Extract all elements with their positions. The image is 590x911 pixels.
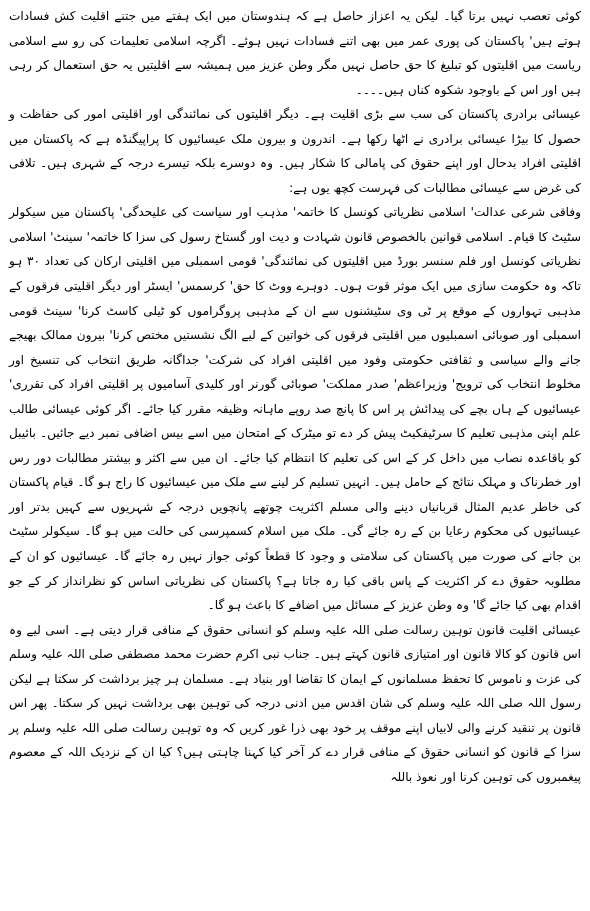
paragraph-blasphemy-law: عیسائی اقلیت قانون توہین رسالت صلی اللہ علیہ وسلم کو انسانی حقوق کے منافی قرار دیتی ہے۔ اسی لیے وہ اس قانون کو کالا قانون اور امتیازی قانون کہتے ہیں۔ جناب نبی اکرم حضرت محمد مصطفی صلی اللہ علیہ وسلم کی عزت و ناموس کا تحفظ مسلمانوں کے ایمان کا تقاضا اور بنیاد ہے۔ مسلمان ہر چیز برداشت کر سکتا ہے لیکن رسول اللہ صلی اللہ علیہ وسلم کی شان اقدس میں ادنی درجہ کی توہین بھی برداشت نہیں کر سکتا۔ پھر اس قانون پر تنقید کرنے والی لابیاں اپنے موقف پر خود بھی ذرا غور کریں کہ وہ توہین رسالت صلی اللہ علیہ وسلم پر سزا کے قانون کو انسانی حقوق کے منافی قرار دے کر آخر کیا کہنا چاہتی ہیں؟ کیا ان کے نزدیک اللہ کے معصوم پیغمبروں کی توہین کرنا اور نعوذ باللہ bbox=[9, 622, 581, 784]
paragraph-intro: کوئی تعصب نہیں برتا گیا۔ لیکن یہ اعزاز حاصل ہے کہ ہندوستان میں ایک ہفتے میں جتنے اقلیت کش فسادات ہوتے ہیں' پاکستان کی پوری عمر میں بھی اتنے فسادات نہیں ہوئے۔ اگرچہ اسلامی تعلیمات کی رو سے اسلامی ریاست میں اقلیتوں کو تبلیغ کا حق حاصل نہیں مگر وطن عزیز میں ہمیشہ سے اقلیتیں یہ حق استعمال کر رہی ہیں اور اس کے باوجود شکوہ کناں ہیں۔۔۔۔ bbox=[9, 9, 581, 97]
paragraph-demands-list: وفاقی شرعی عدالت' اسلامی نظریاتی کونسل کا خاتمہ' مذہب اور سیاست کی علیحدگی' پاکستان میں سیکولر سٹیٹ کا قیام۔ اسلامی قوانین بالخصوص قانون شہادت و دیت اور گستاخ رسول کی سزا کا خاتمہ' سینٹ' اسلامی نظریاتی کونسل اور فلم سنسر بورڈ میں اقلیتوں کی نمائندگی' قومی اسمبلی میں اقلیتی ارکان کی تعداد ۳۰ ہو تاکہ وہ حکومت سازی میں ایک موثر قوت ہوں۔ دوہرے ووٹ کا حق' کرسمس' ایسٹر اور دیگر اقلیتی فرقوں کے مذہبی تہواروں کے موقع پر ٹی وی سٹیشنوں سے ان کے مذہبی پروگراموں کو ٹیلی کاسٹ کرنا' سینٹ قومی اسمبلی اور صوبائی اسمبلیوں میں اقلیتی فرقوں کی خواتین کے لیے الگ نشستیں مختص کرنا' بیرون ممالک بھیجے جانے والے سیاسی و ثقافتی حکومتی وفود میں اقلیتی افراد کی شرکت' جداگانہ طریق انتخاب کی تنسیخ اور مخلوط انتخاب کی ترویج' وزیراعظم' صدر مملکت' صوبائی گورنر اور کلیدی آسامیوں پر اقلیتی افراد کی تقرری' عیسائیوں کے ہاں بچے کی پیدائش پر اس کا پانچ صد روپے ماہانہ وظیفہ مقرر کیا جائے۔ اگر کوئی عیسائی طالب علم اپنی مذہبی تعلیم کا سرٹیفکیٹ پیش کر دے تو میٹرک کے امتحان میں اسے بیس اضافی نمبر دیے جائیں۔ بائیبل کو باقاعدہ نصاب میں داخل کر کے اس کی تعلیم کا انتظام کیا جائے۔ ان میں سے اکثر و بیشتر مطالبات دور رس اور خطرناک و مہلک نتائج کے حامل ہیں۔ انہیں تسلیم کر لینے سے ملک میں عیسائیوں کا راج ہو گا۔ قیام پاکستان کی خاطر عدیم المثال قربانیاں دینے والی مسلم اکثریت چوتھے پانچویں درجہ کے شہریوں سے کہیں بدتر اور عیسائیوں کی محکوم رعایا بن کے رہ جائے گی۔ ملک میں اسلام کسمپرسی کی حالت میں ہو گا۔ سیکولر سٹیٹ بن جانے کی صورت میں پاکستان کی سلامتی و وجود کا قطعاً کوئی جواز نہیں رہ جائے گا۔ عیسائیوں کو ان کے مطلوبہ حقوق دے کر اکثریت کے پاس باقی کیا رہ جاتا ہے؟ پاکستان کی نظریاتی اساس کو نظرانداز کر کے جو اقدام بھی کیا جائے گا' وہ وطن عزیز کے مسائل میں اضافے کا باعث ہو گا۔ bbox=[9, 205, 581, 613]
paragraph-christian-community: عیسائی برادری پاکستان کی سب سے بڑی اقلیت ہے۔ دیگر اقلیتوں کی نمائندگی اور اقلیتی امور کی حفاظت و حصول کا بیڑا عیسائی برادری نے اٹھا رکھا ہے۔ اندرون و بیرون ملک عیسائیوں کا پراپیگنڈہ ہے کہ پاکستان میں اقلیتی افراد بدحال اور اپنے حقوق کی پامالی کا شکار ہیں۔ وہ دوسرے بلکہ تیسرے درجہ کے شہری ہیں۔ تلافی کی غرض سے عیسائی مطالبات کی فہرست کچھ یوں ہے: bbox=[9, 107, 581, 195]
